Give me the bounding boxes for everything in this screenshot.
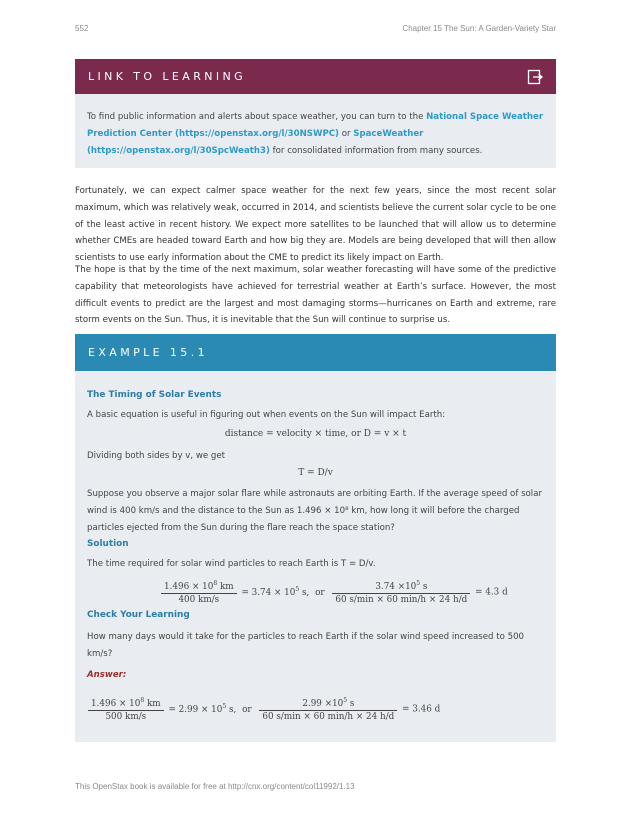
link-to-learning-title: LINK TO LEARNING	[88, 70, 247, 83]
example-heading: The Timing of Solar Events	[87, 390, 222, 400]
solution-or: or	[315, 587, 325, 598]
solution-final: = 4.3 d	[475, 587, 508, 598]
solution-text: The time required for solar wind particles to reach Earth is T = D/v.	[87, 559, 376, 569]
example-box	[75, 334, 556, 742]
external-link-icon	[527, 69, 543, 85]
check-text: How many days would it take for the particles to reach Earth if the solar wind speed increased to 500 km/s?	[87, 632, 525, 660]
ltl-text-2: or	[339, 129, 354, 140]
equation-distance: distance = velocity × time, or D = v × t	[224, 429, 407, 439]
answer-math	[86, 695, 440, 723]
footer-text: This OpenStax book is available for free at http://cnx.org/content/col11992/1.13	[75, 782, 355, 791]
body-paragraph-2: The hope is that by the time of the next maximum, solar weather forecasting will have some of the predictive capability that meteorologists have achieved for terrestrial weather at Earth’s surface. However, the most difficult events to predict are the largest and most damaging storms—hurricanes on Earth and extreme, rare storm events on the Sun. Thus, it is inevitable that the Sun will continue to surprise us.	[75, 265, 556, 326]
answer-or: or	[242, 704, 252, 715]
link-to-learning-text	[75, 94, 556, 161]
solution-result: = $3.74 \times 10^5$ s,	[241, 585, 310, 598]
link-to-learning-header	[75, 59, 556, 94]
ltl-text-1: To find public information and alerts about space weather, you can turn to the	[87, 112, 427, 122]
nswpc-link[interactable]: National Space Weather Prediction Center (https://openstax.org/l/30NSWPC)	[87, 112, 544, 140]
solution-math	[159, 578, 508, 606]
answer-fraction-1: $\frac{1.496 \times 10^8 km}{500 km/s}$	[88, 695, 164, 723]
link-to-learning-box	[75, 59, 556, 168]
body-paragraph-1: Fortunately, we can expect calmer space weather for the next few years, since the most recent solar maximum, which was relatively weak, occurred in 2014, and scientists believe the current solar cycle to be one of the least active in recent history. We expect more satellites to be launched that will allow us to determine whether CMEs are headed toward Earth and how big they are. Models are being developed that will then allow scientists to use early information about the CME to predict its likely impact on Earth.	[75, 186, 556, 264]
equation-time: T = D/v	[298, 468, 333, 478]
answer-fraction-2: $\frac{2.99 \times 10^5 s}{60 s/\min \times 60 \min/h \times 24 h/d}$	[259, 695, 397, 723]
answer-final: = 3.46 d	[402, 704, 441, 715]
chapter-title: Chapter 15 The Sun: A Garden-Variety Star	[402, 24, 556, 33]
dividing-text: Dividing both sides by v, we get	[87, 451, 226, 461]
answer-label: Answer:	[87, 670, 127, 680]
problem-text: Suppose you observe a major solar flare while astronauts are orbiting Earth. If the average speed of solar wind is 400 km/s and the distance to the Sun as 1.496 × 10⁸ km, how long it will before the charged particles ejected from the Sun during the flare reach the space station?	[87, 489, 542, 534]
example-header	[75, 334, 556, 371]
check-heading: Check Your Learning	[87, 610, 190, 620]
solution-heading: Solution	[87, 539, 129, 549]
example-intro: A basic equation is useful in figuring out when events on the Sun will impact Earth:	[87, 410, 446, 420]
example-title: EXAMPLE 15.1	[88, 346, 209, 359]
answer-result: = $2.99 \times 10^5$ s,	[168, 702, 237, 715]
solution-fraction-1: $\frac{1.496 \times 10^8 km}{400 km/s}$	[161, 578, 237, 606]
ltl-text-3: for consolidated information from many sources.	[269, 146, 483, 157]
page-number: 552	[75, 24, 89, 33]
solution-fraction-2: $\frac{3.74 \times 10^5 s}{60 s/\min \times 60 \min/h \times 24 h/d}$	[332, 578, 470, 606]
spaceweather-link[interactable]: SpaceWeather (https://openstax.org/l/30SpcWeath3)	[87, 129, 424, 157]
